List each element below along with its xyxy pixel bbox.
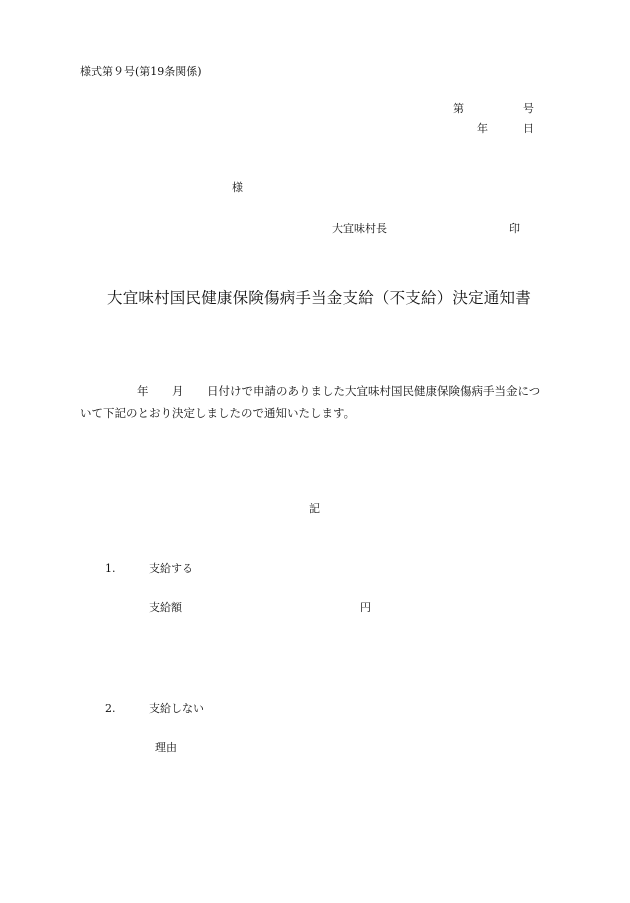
date-year: 年 xyxy=(477,122,488,135)
body-year: 年 xyxy=(137,384,149,398)
item-2-number: 2. xyxy=(105,702,116,715)
item-1-number: 1. xyxy=(105,562,116,575)
item-2-label: 支給しない xyxy=(149,702,204,715)
item-1-label: 支給する xyxy=(149,562,193,575)
body-line-1 xyxy=(80,380,552,402)
item-1-detail-label: 支給額 xyxy=(149,601,182,614)
date-day: 日 xyxy=(523,122,534,135)
addressee-honorific: 様 xyxy=(232,181,243,194)
body-line-1-text: 日付けで申請のありました大宜味村国民健康保険傷病手当金につ xyxy=(207,384,541,398)
body-line-2: いて下記のとおり決定しましたので通知いたします。 xyxy=(80,406,356,420)
ki-heading: 記 xyxy=(309,502,320,515)
item-2-detail-label: 理由 xyxy=(155,741,177,754)
form-number-label: 様式第９号(第19条関係) xyxy=(80,65,202,78)
document-title: 大宜味村国民健康保険傷病手当金支給（不支給）決定通知書 xyxy=(107,289,531,307)
document-number-suffix: 号 xyxy=(523,102,534,115)
issuer-name: 大宜味村長 xyxy=(332,222,387,235)
body-paragraph xyxy=(80,380,552,424)
body-month: 月 xyxy=(172,384,184,398)
item-1-unit: 円 xyxy=(360,601,371,614)
issuer-seal: 印 xyxy=(509,222,520,235)
document-number-prefix: 第 xyxy=(453,102,464,115)
